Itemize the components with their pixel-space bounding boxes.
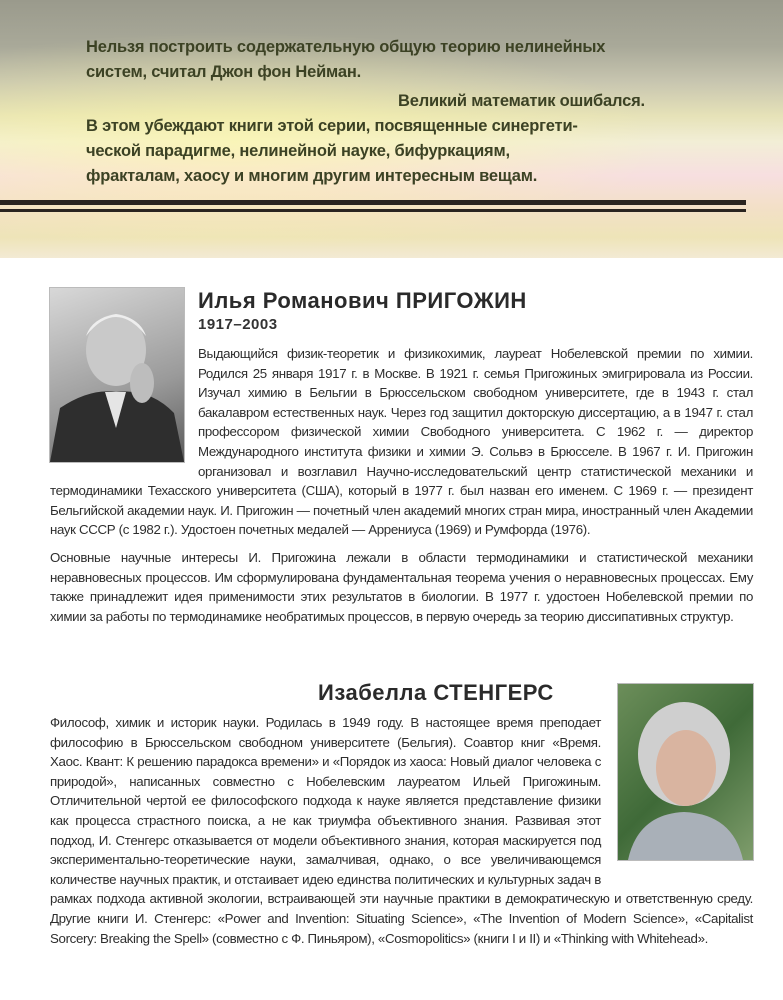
quote-line: В этом убеждают книги этой серии, посвященные синергети- <box>86 117 578 135</box>
prigogine-biography <box>50 344 753 626</box>
quote-line: Нельзя построить содержательную общую теорию нелинейных <box>86 38 606 56</box>
prigogine-name: Илья Романович ПРИГОЖИН <box>198 288 527 313</box>
divider-stripe <box>0 209 746 212</box>
stengers-name: Изабелла СТЕНГЕРС <box>318 680 554 705</box>
prigogine-bio-paragraph: Выдающийся физик-теоретик и физикохимик, лауреат Нобелевской премии по химии. Родился 25 января 1917 г. в Москве. В 1921 г. семья Пригожиных эмигрировала из России. Изучал химию в Бельгии в Брюссельском свободном университете, где в 1943 г. стал бакалавром естественных наук. Через год защитил докторскую диссертацию, а в 1947 г. стал профессором физической химии Свободного университета. С 1962 г. — директор Международного института физики и химии Э. Сольвэ в Брюсселе. В 1967 г. И. Пригожин организовал и возглавил Научно-исследовательский центр статистической механики и термодинамики Техасского университета (США), который в 1977 г. был назван его именем. С 1969 г. — президент Бельгийской академии наук. И. Пригожин — почетный член академий многих стран мира, иностранный член Академии наук СССР (с 1982 г.). Удостоен почетных медалей — Аррениуса (1969) и Румфорда (1976). <box>50 346 753 538</box>
quote-line: Великий математик ошибался. <box>398 92 645 110</box>
stengers-bio-paragraph: Философ, химик и историк науки. Родилась в 1949 году. В настоящее время преподает философию в Брюссельском свободном университете (Бельгия). Соавтор книг «Время. Хаос. Квант: К решению парадокса времени» и «Порядок из хаоса: Новый диалог человека с природой», написанных совместно с Нобелевским лауреатом Ильей Пригожиным. Отличительной чертой ее философского подхода к науке является представление физики как процесса страстного поиска, а не как триумфа объективного знания. Развивая этот подход, И. Стенгерс отказывается от модели объективного знания, которая маскируется под экспериментально-теоретические науки, замалчивая, однако, о все увеличивающемся количестве научных практик, и отстаивает идею единства политических и культурных задач в рамках подхода активной экологии, встраивающей эти научные практики в демократическую и ответственную среду. Другие книги И. Стенгерс: «Power and Invention: Situating Science», «The Invention of Modern Science», «Capitalist Sorcery: Breaking the Spell» (совместно с Ф. Пиньяром), «Cosmopolitics» (книги I и II) и «Thinking with Whitehead». <box>50 715 753 946</box>
prigogine-dates: 1917–2003 <box>198 316 278 333</box>
quote-line: фракталам, хаосу и многим другим интересным вещам. <box>86 167 538 185</box>
cover-banner <box>0 0 783 258</box>
quote-line: систем, считал Джон фон Нейман. <box>86 63 361 81</box>
divider-stripe <box>0 200 746 205</box>
quote-line: ческой парадигме, нелинейной науке, бифуркациям, <box>86 142 510 160</box>
prigogine-interests-paragraph: Основные научные интересы И. Пригожина лежали в области термодинамики и статистической механики неравновесных процессов. Им сформулирована фундаментальная теорема учения о неравновесных процессах. Ему также принадлежит идея применимости этих результатов в биологии. В 1977 г. удостоен Нобелевской премии по химии за работы по термодинамике необратимых процессов, в первую очередь за теорию диссипативных структур. <box>50 549 753 624</box>
stengers-biography <box>50 713 753 948</box>
